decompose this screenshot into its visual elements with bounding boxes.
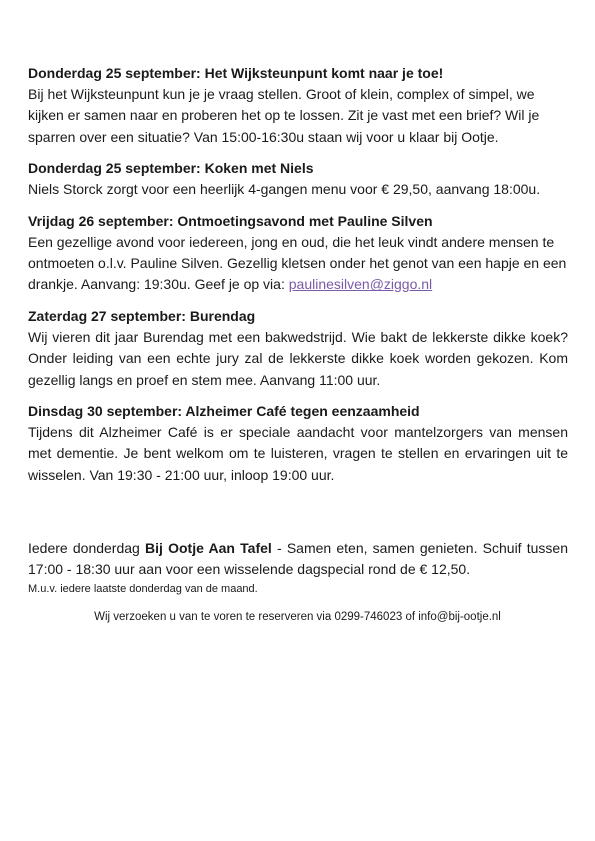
weekly-name: Bij Ootje Aan Tafel: [145, 540, 272, 556]
event-koken-met-niels: [28, 158, 568, 200]
weekly-announcement: [28, 538, 568, 597]
event-ontmoetingsavond: [28, 211, 568, 296]
event-title: Donderdag 25 september: Koken met Niels: [28, 160, 314, 177]
reservation-note: Wij verzoeken u van te voren te reserveren via 0299-746023 of info@bij-ootje.nl: [94, 611, 501, 623]
event-body-text: Een gezellige avond voor iedereen, jong en oud, die het leuk vindt andere mensen te ontmoeten o.l.v. Pauline Silven. Gezellig kletsen onder het genot van een hapje en een drankje. Aanvang: 19:30u. Geef je op via:: [28, 233, 567, 293]
weekly-prefix: Iedere donderdag: [28, 540, 146, 556]
event-body: Wij vieren dit jaar Burendag met een bakwedstrijd. Wie bakt de lekkerste dikke koek? Onder leiding van een echte jury zal de lekkerste dikke koek worden gekozen. Kom gezellig langs en proef en stem mee. Aanvang 11:00 uur.: [28, 328, 568, 388]
event-body: Niels Storck zorgt voor een heerlijk 4-gangen menu voor € 29,50, aanvang 18:00u.: [28, 181, 541, 198]
event-burendag: [28, 306, 568, 391]
event-body: Tijdens dit Alzheimer Café is er speciale aandacht voor mantelzorgers van mensen met dementie. Je bent welkom om te luisteren, vragen te stellen en ervaringen uit te wisselen. Van 19:30 - 21:00 uur, inloop 19:00 uur.: [28, 424, 568, 483]
weekly-suffix: - Samen eten, samen genieten. Schuif tussen 17:00 - 18:30 uur aan voor een wisselende dagspecial rond de € 12,50.: [28, 540, 569, 578]
event-title: Vrijdag 26 september: Ontmoetingsavond met Pauline Silven: [28, 212, 433, 229]
event-title: Zaterdag 27 september: Burendag: [28, 307, 256, 324]
weekly-note: M.u.v. iedere laatste donderdag van de maand.: [28, 582, 258, 595]
events-list: [28, 63, 568, 496]
event-title: Donderdag 25 september: Het Wijksteunpunt komt naar je toe!: [28, 65, 444, 81]
event-body: [28, 232, 568, 296]
event-wijksteunpunt: [28, 63, 568, 148]
event-alzheimer-cafe: [28, 401, 568, 486]
event-title: Dinsdag 30 september: Alzheimer Café tegen eenzaamheid: [28, 403, 420, 420]
email-link[interactable]: paulinesilven@ziggo.nl: [288, 276, 433, 293]
event-body: Bij het Wijksteunpunt kun je je vraag stellen. Groot of klein, complex of simpel, we kijken er samen naar en proberen het op te lossen. Zit je vast met een brief? Wil je sparren over een situatie? Van 15:00-16:30u staan wij voor u klaar bij Ootje.: [28, 86, 540, 145]
